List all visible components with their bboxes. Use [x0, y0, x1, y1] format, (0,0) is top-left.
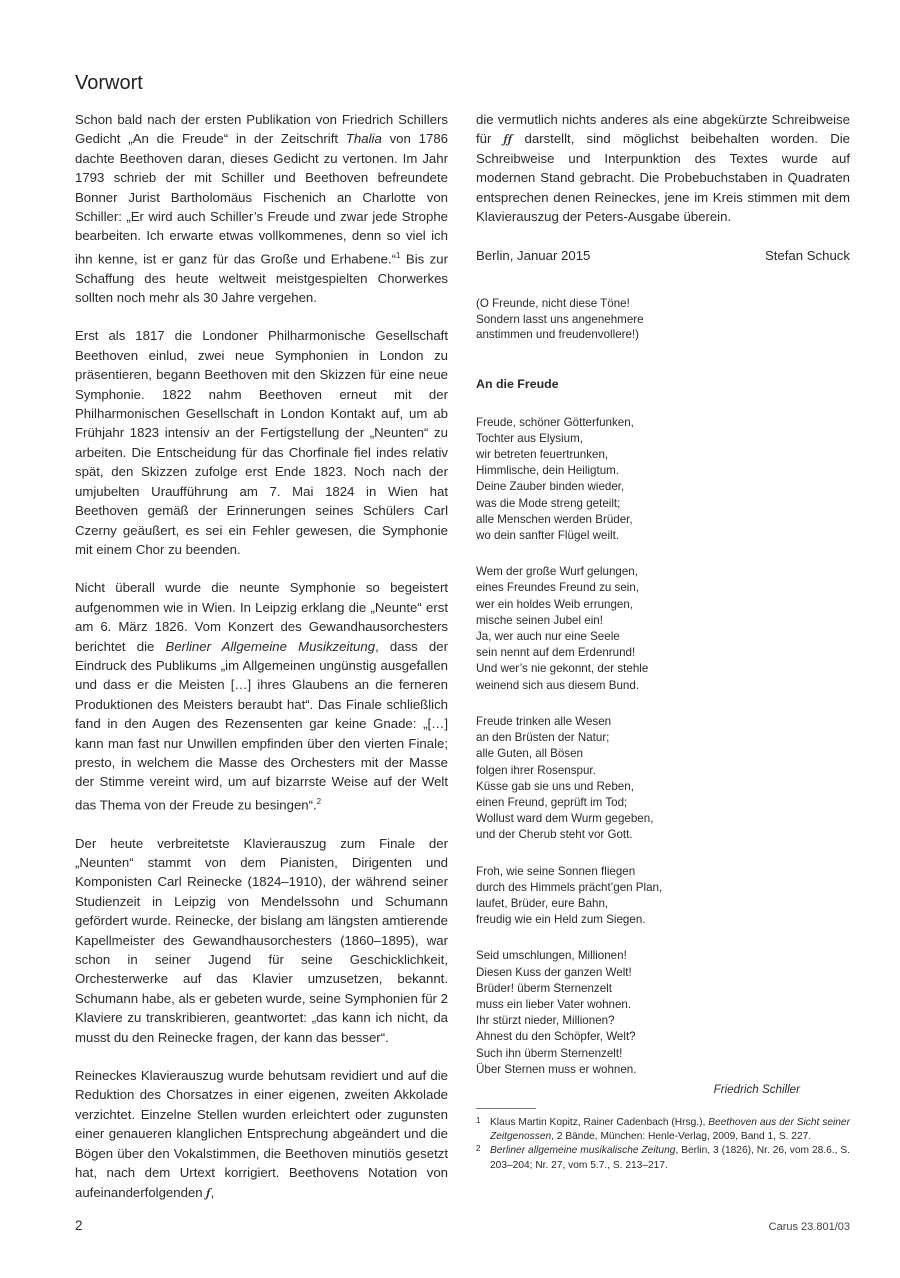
footnote-ref-1: 1	[396, 250, 401, 260]
poem-line: weinend sich aus diesem Bund.	[476, 678, 640, 692]
poem-stanza-2	[476, 564, 850, 694]
paragraph-5-continued: die vermutlich nichts anderes als eine abgekürzte Schreibweise für 𝆑𝆑 darstellt, sind möglichst beibehalten worden. Die Schreibweise und Interpunktion des Textes wurde auf modernen Stand gebracht. Die Probebuchstaben in Quadraten entsprechen denen Reineckes, jene im Kreis stimmen mit dem Klavierauszug der Peters-Ausgabe überein.	[476, 112, 850, 225]
poem-stanza-4	[476, 864, 850, 929]
poem-line: Froh, wie seine Sonnen fliegen	[476, 864, 636, 878]
poem-stanza-1	[476, 415, 850, 545]
poem-stanza-5	[476, 948, 850, 1078]
poem-line: wir betreten feuertrunken,	[476, 448, 609, 462]
poem-line: und der Cherub steht vor Gott.	[476, 828, 633, 842]
poem-line: Ihr stürzt nieder, Millionen?	[476, 1014, 615, 1028]
footnote-1: 1 Klaus Martin Kopitz, Rainer Cadenbach (Hrsg.), Beethoven aus der Sicht seiner Zeitgenossen, 2 Bände, München: Henle-Verlag, 2009, Band 1, S. 227.	[476, 1116, 850, 1143]
paragraph-2: Erst als 1817 die Londoner Philharmonische Gesellschaft Beethoven einlud, zwei neue Symphonien in London zu präsentieren, begann Beethoven mit den Skizzen für eine neue Symphonie. 1822 nahm Beethoven erneut mit der Philharmonischen Gesellschaft in London Kontakt auf, um ab Frühjahr 1823 intensiv an der Fertigstellung der „Neunten“ zu arbeiten. Die Entscheidung für das Chorfinale fiel indes relativ spät, den Skizzen zufolge erst Ende 1823. Noch nach der umjubelten Uraufführung am 7. Mai 1824 in Wien hat Beethoven gemäß der Erinnerungen seines Schülers Carl Czerny geäußert, es sei ein Fehler gewesen, die Symphonie mit einem Chor zu beenden.	[75, 328, 448, 557]
poem-stanza-3	[476, 714, 850, 844]
poem-line: Himmlische, dein Heiligtum.	[476, 464, 620, 478]
poem-line: Freude, schöner Götterfunken,	[476, 415, 634, 429]
poem-line: muss ein lieber Vater wohnen.	[476, 997, 632, 1011]
poem-line: Küsse gab sie uns und Reben,	[476, 779, 634, 793]
poem-line: Wollust ward dem Wurm gegeben,	[476, 812, 654, 826]
poem-line: Such ihn überm Sternenzelt!	[476, 1046, 623, 1060]
poem-line: Brüder! überm Sternenzelt	[476, 981, 612, 995]
poem-line: mische seinen Jubel ein!	[476, 613, 603, 627]
quote-line: anstimmen und freudenvollere!)	[476, 328, 640, 342]
footnote-2: 2 Berliner allgemeine musikalische Zeitung, Berlin, 3 (1826), Nr. 26, vom 28.6., S. 203–204; Nr. 27, vom 5.7., S. 213–217.	[476, 1144, 850, 1171]
paragraph-1: Schon bald nach der ersten Publikation von Friedrich Schillers Gedicht „An die Freude“ in der Zeitschrift Thalia von 1786 dachte Beethoven daran, dieses Gedicht zu vertonen. Im Jahr 1793 schrieb der mit Schiller und Beethoven befreundete Bonner Jurist Bartholomäus Fischenich an Charlotte von Schiller: „Er wird auch Schiller’s Freude und zwar jede Strophe bearbeiten. Ich erwarte etwas vollkommenes, denn so viel ich ihn kenne, ist er ganz für das Große und Erhabene.“$^1$ Bis zur Schaffung des heute weltweit meistgespielten Chorwerkes sollten noch mehr als 30 Jahre vergehen.	[75, 112, 448, 306]
poem-line: sein nennt auf dem Erdenrund!	[476, 646, 636, 660]
poem-line: freudig wie ein Held zum Siegen.	[476, 913, 646, 927]
poem-line: wer ein holdes Weib errungen,	[476, 597, 634, 611]
poem-line: alle Guten, all Bösen	[476, 747, 583, 761]
poem-line: Wem der große Wurf gelungen,	[476, 565, 638, 579]
signature	[476, 246, 850, 265]
quote-line: Sondern lasst uns angenehmere	[476, 312, 644, 326]
footnote-ref-2: 2	[316, 796, 322, 806]
page-title: Vorwort	[75, 72, 143, 94]
poem-line: was die Mode streng geteilt;	[476, 496, 621, 510]
poem-line: einen Freund, geprüft im Tod;	[476, 795, 628, 809]
poem-author: Friedrich Schiller	[713, 1082, 800, 1096]
right-column	[476, 110, 850, 1099]
poem-line: Tochter aus Elysium,	[476, 431, 583, 445]
poem-line: wo dein sanfter Flügel weilt.	[476, 529, 620, 543]
paragraph-4: Der heute verbreitetste Klavierauszug zum Finale der „Neunten“ stammt von dem Pianisten, Dirigenten und Komponisten Carl Reinecke (1824–1910), der während seiner Studienzeit in Leipzig von Mendelssohn und Schumann gefördert wurde. Reinecke, der bislang am längsten amtierende Kapellmeister des Gewandhausorchesters (1860–1895), war schon in seiner Jugend für seine Geschicklichkeit, Orchesterwerke auf das Klavier umzusetzen, bekannt. Schumann habe, als er gebeten wurde, seine Symphonien für 2 Klaviere zu transkribieren, geantwortet: „das kann ich nicht, da musst du den Reinecke fragen, der kann das besser“.	[75, 835, 448, 1045]
poem-title: An die Freude	[476, 377, 559, 392]
quote-line: (O Freunde, nicht diese Töne!	[476, 296, 630, 310]
poem-line: Ja, wer auch nur eine Seele	[476, 630, 620, 644]
left-column	[75, 110, 448, 1221]
footnotes	[476, 1116, 850, 1173]
signature-place-date: Berlin, Januar 2015	[476, 248, 591, 264]
footnote-number: 1	[476, 1116, 481, 1125]
poem-line: Und wer’s nie gekonnt, der stehle	[476, 662, 649, 676]
poem-line: Deine Zauber binden wieder,	[476, 480, 625, 494]
paragraph-3: Nicht überall wurde die neunte Symphonie so begeistert aufgenommen wie in Wien. In Leipzig erklang die „Neunte“ erst am 6. März 1826. Vom Konzert des Gewandhausorchesters berichtet die Berliner Allgemeine Musikzeitung, dass der Eindruck des Publikums „im Allgemeinen ungünstig ausgefallen und dass er die Meisten […] ihres Glaubens an die ferneren Produktionen des Meisters beraubt hat“. Das Finale schließlich fand in den Augen des Rezensenten gar keine Gnade: „[…] kann man fast nur Unwillen empfinden über den vierten Finale; presto, in welchem die Masse des Orchesters mit der Masse der Stimme vereint wird, um auf bizarrste Weise auf der Welt das Thema von der Freude zu besingen“.$^2$	[75, 580, 448, 813]
forte-symbol: 𝆑,	[206, 1184, 215, 1200]
poem-line: eines Freundes Freund zu sein,	[476, 581, 640, 595]
footnote-divider	[476, 1108, 536, 1109]
poem-line: folgen ihrer Rosenspur.	[476, 763, 596, 777]
page-number: 2	[75, 1218, 83, 1233]
footnote-number: 2	[476, 1144, 481, 1154]
poem-line: Seid umschlungen, Millionen!	[476, 949, 627, 963]
quote	[476, 296, 850, 343]
poem-line: Über Sternen muss er wohnen.	[476, 1062, 637, 1076]
poem-line: Ahnest du den Schöpfer, Welt?	[476, 1030, 636, 1044]
signature-author: Stefan Schuck	[764, 248, 850, 264]
catalog-number: Carus 23.801/03	[768, 1221, 850, 1233]
poem-line: laufet, Brüder, eure Bahn,	[476, 896, 609, 910]
paragraph-5: Reineckes Klavierauszug wurde behutsam revidiert und auf die Reduktion des Chorsatzes in einer eigenen, zweiten Akkolade verzichtet. Einzelne Stellen wurden erleichtert oder zugunsten einer genaueren klanglichen Entsprechung abgeändert und die Bögen über den Vokalstimmen, die Beethoven minutiös gesetzt hat, nach dem Urtext korrigiert. Beethovens Notation von aufeinanderfolgenden 𝆑,	[75, 1068, 448, 1200]
poem-line: Freude trinken alle Wesen	[476, 714, 612, 728]
poem-line: an den Brüsten der Natur;	[476, 731, 610, 745]
poem-line: Diesen Kuss der ganzen Welt!	[476, 965, 632, 979]
poem-line: alle Menschen werden Brüder,	[476, 512, 633, 526]
poem-line: durch des Himmels prächt’gen Plan,	[476, 880, 663, 894]
fortissimo-symbol: 𝆑𝆑	[503, 131, 513, 147]
